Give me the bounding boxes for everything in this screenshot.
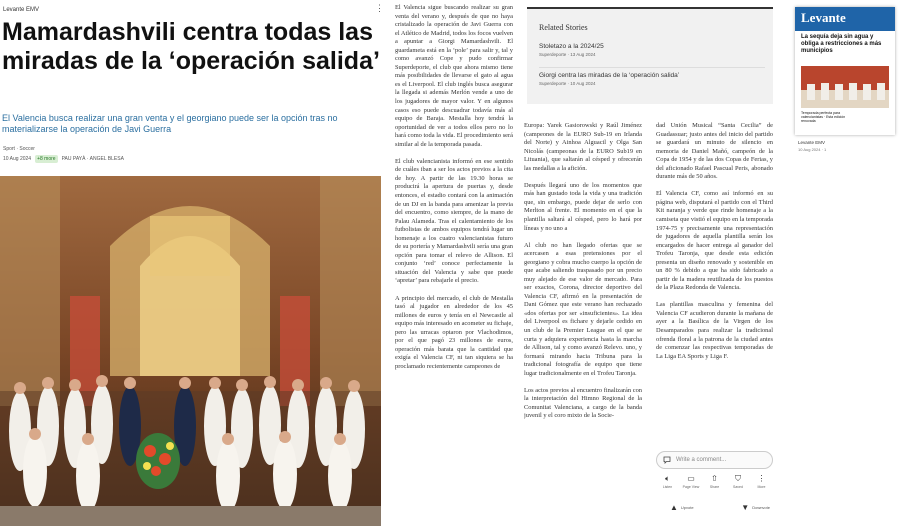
source-name[interactable]: Levante EMV	[3, 7, 40, 13]
cover-photo	[801, 66, 889, 108]
article-header	[0, 0, 385, 529]
paragraph: Europa: Yarek Gasiorowski y Raúl Jiménez (campeones de la EURO Sub-19 en Irlanda del Norte) y Ainhoa Alguacil y Olga San Nicolás (campeonas de la EURO Sub19 en Lituania), que saltarán al césped y ofrecerán las medallas a la afición.	[524, 122, 642, 172]
cover-source: Levante EMV	[798, 140, 826, 145]
share-button[interactable]	[703, 474, 726, 489]
related-stories-title: Related Stories	[539, 23, 588, 32]
paragraph: Al club no han llegado ofertas que se acercasen a esas pretensiones por el georgiano y cobra mucho cuerpo la opción de que acabe saliendo traspasado por un precio muy alejado de ese valor de mercado. Para ser exactos, Corona, director deportivo del Valencia CF, afirmó en la presentación de Dani Gómez que este verano han rechazado «dos ofertas por ser «insuficientes». La idea del Liverpool es fichare y dejarle cedido en un club de la Premier League en el que se curta y adquiera experiencia hasta la marcha de Allison, tal y como avanzó Relevo. uno, y formará mirando hacia Tribuna para la tradicional fotografía de equipo que tiene lugar tradicionalmente en el Trofeu Taronja.	[524, 241, 642, 377]
thumbs-down-icon: ▼	[741, 503, 750, 512]
downvote-button[interactable]	[741, 503, 770, 512]
comment-placeholder: Write a comment...	[676, 457, 727, 463]
article-meta	[3, 155, 124, 163]
vote-bar	[670, 503, 770, 512]
save-button[interactable]	[727, 474, 750, 489]
paragraph: Los actos previos al encuentro finalizarán con la interpretación del Himno Regional de la Comunitat Valenciana, a cargo de la banda juvenil y el coro mixto de la Socie-	[524, 386, 642, 420]
article-column-2	[395, 4, 513, 527]
action-label: Page View	[682, 485, 700, 489]
more-vertical-icon[interactable]: ⋮	[375, 3, 384, 13]
related-story-title[interactable]: Stoletazo a la 2024/25	[539, 43, 604, 50]
cover-masthead: Levante	[795, 7, 895, 31]
related-story[interactable]	[539, 72, 765, 86]
action-label: Listen	[662, 485, 673, 489]
paragraph: dad Unión Musical “Santa Cecilia” de Guadassuar; justo antes del inicio del partido se guardará un minuto de silencio en memoria de Daniel Mañó, campeón de la Copa de 1954 y de las dos Copas de Ferias, y del aficionado Rafael Pascual Peris, abonado durante más de 50 años.	[656, 122, 773, 181]
related-story-title[interactable]: Giorgi centra las miradas de la ‘operación salida’	[539, 72, 680, 79]
thumbs-up-icon: ▲	[670, 503, 678, 512]
related-story[interactable]	[539, 43, 765, 57]
article-date: 10 Aug 2024	[3, 156, 32, 162]
article-photo	[0, 176, 381, 526]
cover-headline: La sequía deja sin agua y obliga a restricciones a más municipios	[801, 34, 882, 54]
paragraph: Después llegará uno de los momentos que más han gustado toda la vida y una tradición que, sin embargo, puede dejar de serlo con Merlton al frente. El momento en el que la plantilla saltará al césped, pero lo hará por líneas y no uno a	[524, 181, 642, 232]
cover-date: 10 Aug 2024 · 1	[798, 147, 827, 152]
article-subtitle: El Valencia busca realizar una gran venta y el georgiano puede ser la opción tras no materializarse la operación de Javi Guerra	[2, 113, 338, 134]
page-view-button[interactable]	[680, 474, 703, 489]
upvote-button[interactable]	[670, 503, 694, 512]
speaker-icon: 🔈︎	[665, 474, 670, 483]
newspaper-cover[interactable]	[795, 7, 895, 135]
upvote-label: Upvote	[680, 505, 694, 510]
related-story-meta: Superdeporte · 13 Aug 2024	[539, 52, 596, 57]
action-label: Saved	[733, 485, 743, 489]
more-icon: ⋮	[757, 474, 766, 483]
article-column-4	[656, 122, 773, 444]
more-button[interactable]	[750, 474, 773, 489]
share-icon: ⇧	[711, 474, 718, 483]
divider	[539, 67, 765, 68]
paragraph: Las plantillas masculina y femenina del Valencia CF acudieron durante la mañana de ayer a la Basílica de la Virgen de los Desamparados para realizar la tradicional ofrenda floral a la patrona de la ciudad antes de comenzar las respectivas temporadas de La Liga EA Sports y Liga F.	[656, 301, 773, 360]
article-section: Sport · Soccer	[3, 146, 35, 152]
related-stories	[527, 7, 773, 104]
comment-icon	[663, 456, 671, 464]
listen-button[interactable]	[656, 474, 679, 489]
action-label: More	[757, 485, 766, 489]
article-title: Mamardashvili centra todas las miradas de la ‘operación salida’	[2, 18, 380, 75]
page-icon: ▭	[687, 474, 695, 483]
paragraph: El Valencia CF, como así informó en su página web, disputará el partido con el Third Kit naranja y verde que rinde homenaje a la camiseta que vistió el equipo en la temporada 1974-75 y precisamente una representación de jugadores de aquella plantilla serán los encargados de hacer entrega al ganador del Trofeu Taronja, que desde esta edición presenta un diseño renovado y sostenible en un 80 % debido a que ha sido fabricado a partir de la madera reutilizada de los puestos de la Plaza Redonda de Valencia.	[656, 190, 773, 292]
action-label: Share	[709, 485, 720, 489]
article-column-3	[524, 122, 642, 527]
action-bar	[656, 474, 773, 489]
paragraph: A principio del mercado, el club de Mestalla tasó al jugador en alrededor de los 45 millones de euros y tenía en el Newcastle al equipo más interesado en acometer su fichaje, pero las urracas optaron por Vlachodimos, por el que pagó 23 millones de euros, operación más barata que la cantidad que exigía el Valencia CF, ni tan siquiera se ha proclamado recientemente campeones de	[395, 294, 513, 370]
paragraph: El Valencia sigue buscando realizar su gran venta del verano y, después de que no haya cristalizado la operación de Javi Guerra con el Atlético de Madrid, todos los focos vuelven a apuntar a Giorgi Mamardashvili. El guardameta está en la ‘pole’ para salir y, tal y como avanzó Cope y pudo confirmar Superdeporte, el club que ahora mismo tiene más posibilidades de llevarse el gato al agua es el Liverpool. El club inglés busca asegurar la llegada si además Merlón vende a uno de los jugadores de mayor valor. Y en algunos casos eso puede descuadrar todavía más al equipo de Baraja. Mestalla hoy tendrá la oportunidad de ver a todos ellos pero no lo hará como toda la vida. El procedimiento será similar al de la temporada pasada.	[395, 4, 513, 148]
bookmark-icon: ⛉	[735, 474, 741, 483]
related-story-meta: Superdeporte · 10 Aug 2024	[539, 81, 596, 86]
cover-small-text: Temporada perfecta para valencianistas · Esta edición renovada	[801, 111, 846, 123]
article-authors: PAU PAYÀ · ANGEL BLESA	[61, 156, 124, 162]
downvote-label: Downvote	[752, 505, 770, 510]
more-tags-badge[interactable]: +8 more	[37, 156, 56, 162]
basilica-team-photo	[0, 176, 381, 526]
comment-box[interactable]	[656, 451, 773, 469]
paragraph: El club valencianista informó en ese sentido de cuáles iban a ser los actos previos a la cita de hoy. A partir de las 19.30 horas se producirá la apertura de puertas y, desde entonces, el estadio contará con la animación de un DJ en la banda para amenizar la previa del encuentro, como siempre, de la mano de Palau Alameda. Tras el calentamiento de los futbolistas de ambos equipos tendrá lugar un homenaje a los cuatro valencianistas futuro de su portería y Mamardashvili sería una gran opción para tomar el relevo de Allison. El conjunto ‘red’ conoce perfectamente la situación del Valencia y sabe que puede ‘apretar’ para rebajarle el precio.	[395, 157, 513, 285]
